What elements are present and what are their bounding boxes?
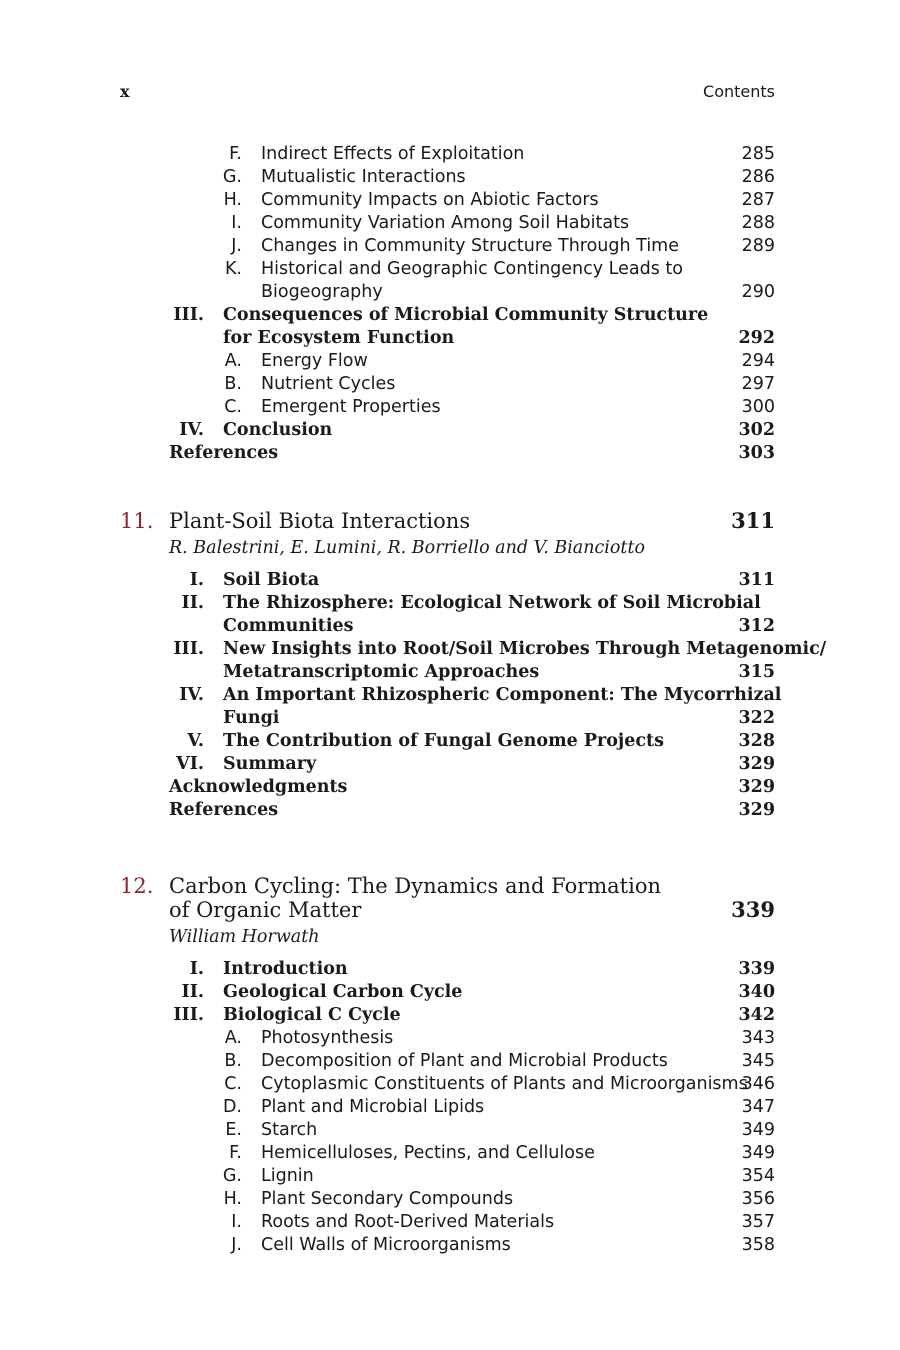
entry-label: VI. xyxy=(176,754,204,774)
toc-entry[interactable] xyxy=(120,1165,775,1188)
entry-page: 358 xyxy=(741,1235,775,1255)
entry-label: A. xyxy=(224,1028,242,1048)
entry-label: C. xyxy=(224,397,242,417)
chapter-entries xyxy=(120,958,775,1257)
entry-title: Biogeography xyxy=(261,282,383,302)
entry-page: 342 xyxy=(738,1005,775,1025)
entry-page: 302 xyxy=(738,420,775,440)
toc-entry[interactable] xyxy=(120,958,775,981)
entry-page: 292 xyxy=(738,328,775,348)
toc-entry[interactable] xyxy=(120,1142,775,1165)
running-head: Contents xyxy=(703,82,775,101)
entry-title: Conclusion xyxy=(223,420,333,440)
entry-title: Geological Carbon Cycle xyxy=(223,982,463,1002)
chapter-number: 11. xyxy=(120,509,154,533)
entry-label: G. xyxy=(222,167,242,187)
entry-page: 328 xyxy=(738,731,775,751)
toc-entry[interactable] xyxy=(120,1004,775,1027)
entry-label: K. xyxy=(224,259,242,279)
toc-entry[interactable] xyxy=(120,592,775,615)
entry-title: Acknowledgments xyxy=(169,777,348,797)
toc-entry[interactable] xyxy=(120,373,775,396)
entry-page: 311 xyxy=(738,570,775,590)
entry-page: 286 xyxy=(741,167,775,187)
entry-title: Cell Walls of Microorganisms xyxy=(261,1235,511,1255)
toc-entry[interactable] xyxy=(120,661,775,684)
entry-page: 349 xyxy=(741,1143,775,1163)
toc-entry[interactable] xyxy=(120,281,775,304)
toc-entry[interactable] xyxy=(120,684,782,707)
entry-title: An Important Rhizospheric Component: The Mycorrhizal xyxy=(223,685,782,705)
toc-entry[interactable] xyxy=(120,981,775,1004)
toc-entry[interactable] xyxy=(120,1211,775,1234)
entry-page: 285 xyxy=(741,144,775,164)
toc-entry[interactable] xyxy=(120,1050,775,1073)
entry-label: I. xyxy=(231,213,242,233)
entry-title: Historical and Geographic Contingency Leads to xyxy=(261,259,683,279)
entry-title: Energy Flow xyxy=(261,351,368,371)
entry-title: Emergent Properties xyxy=(261,397,441,417)
entry-title: Hemicelluloses, Pectins, and Cellulose xyxy=(261,1143,595,1163)
entry-title: Fungi xyxy=(223,708,280,728)
entry-title: Biological C Cycle xyxy=(223,1005,401,1025)
entry-title: Metatranscriptomic Approaches xyxy=(223,662,540,682)
chapter-heading[interactable] xyxy=(120,874,775,898)
entry-title: Indirect Effects of Exploitation xyxy=(261,144,525,164)
chapter-title: Plant-Soil Biota Interactions xyxy=(169,509,471,533)
toc-entry[interactable] xyxy=(120,442,775,465)
toc-entry[interactable] xyxy=(120,143,775,166)
entry-page: 340 xyxy=(738,982,775,1002)
toc-entry[interactable] xyxy=(120,776,775,799)
entry-label: H. xyxy=(223,1189,242,1209)
toc-continued-entries xyxy=(120,143,775,465)
entry-page: 347 xyxy=(741,1097,775,1117)
entry-label: III. xyxy=(173,305,204,325)
entry-title: Decomposition of Plant and Microbial Products xyxy=(261,1051,668,1071)
entry-page: 303 xyxy=(738,443,775,463)
entry-label: III. xyxy=(173,639,204,659)
chapter-authors: R. Balestrini, E. Lumini, R. Borriello and V. Bianciotto xyxy=(169,538,646,558)
entry-page: 354 xyxy=(741,1166,775,1186)
toc-entry[interactable] xyxy=(120,1234,775,1257)
page-header xyxy=(120,82,775,106)
entry-label: B. xyxy=(224,374,242,394)
entry-label: A. xyxy=(224,351,242,371)
toc-entry[interactable] xyxy=(120,1188,775,1211)
entry-page: 356 xyxy=(741,1189,775,1209)
entry-label: IV. xyxy=(179,685,204,705)
entry-label: J. xyxy=(231,1235,242,1255)
entry-label: V. xyxy=(187,731,204,751)
entry-page: 329 xyxy=(738,800,775,820)
toc-entry[interactable] xyxy=(120,1119,775,1142)
entry-page: 312 xyxy=(738,616,775,636)
entry-page: 357 xyxy=(741,1212,775,1232)
toc-entry[interactable] xyxy=(120,569,775,592)
toc-entry[interactable] xyxy=(120,799,775,822)
toc-chapter-12 xyxy=(120,874,775,1257)
entry-label: III. xyxy=(173,1005,204,1025)
entry-page: 339 xyxy=(738,959,775,979)
page-folio: x xyxy=(120,82,130,101)
entry-label: I. xyxy=(189,959,204,979)
chapter-page: 311 xyxy=(731,508,775,533)
toc-entry[interactable] xyxy=(120,189,775,212)
entry-page: 288 xyxy=(741,213,775,233)
entry-title: Plant Secondary Compounds xyxy=(261,1189,514,1209)
chapter-page: 339 xyxy=(731,897,775,922)
entry-title: Communities xyxy=(223,616,354,636)
entry-page: 294 xyxy=(741,351,775,371)
entry-page: 343 xyxy=(741,1028,775,1048)
entry-title: Lignin xyxy=(261,1166,314,1186)
toc-entry[interactable] xyxy=(120,304,775,327)
entry-title: Community Variation Among Soil Habitats xyxy=(261,213,630,233)
entry-label: IV. xyxy=(179,420,204,440)
entry-label: E. xyxy=(225,1120,242,1140)
entry-title: Consequences of Microbial Community Structure xyxy=(223,305,709,325)
entry-title: Starch xyxy=(261,1120,318,1140)
entry-title: Community Impacts on Abiotic Factors xyxy=(261,190,599,210)
toc-entry[interactable] xyxy=(120,212,775,235)
chapter-number: 12. xyxy=(120,874,154,898)
entry-label: F. xyxy=(229,144,242,164)
entry-page: 345 xyxy=(741,1051,775,1071)
entry-title: New Insights into Root/Soil Microbes Through Metagenomic/ xyxy=(223,639,827,659)
entry-label: I. xyxy=(231,1212,242,1232)
entry-title: Cytoplasmic Constituents of Plants and Microorganisms xyxy=(261,1074,748,1094)
toc-chapter-11 xyxy=(120,508,827,822)
entry-title: Summary xyxy=(223,754,317,774)
entry-title: Changes in Community Structure Through Time xyxy=(261,236,679,256)
entry-page: 315 xyxy=(738,662,775,682)
entry-label: J. xyxy=(231,236,242,256)
toc-entry[interactable] xyxy=(120,753,775,776)
toc-entry[interactable] xyxy=(120,235,775,258)
entry-label: I. xyxy=(189,570,204,590)
toc-entry[interactable] xyxy=(120,419,775,442)
entry-label: F. xyxy=(229,1143,242,1163)
entry-page: 322 xyxy=(738,708,775,728)
entry-title: Photosynthesis xyxy=(261,1028,394,1048)
chapter-title-line2: of Organic Matter xyxy=(169,898,362,922)
toc-entry[interactable] xyxy=(120,350,775,373)
entry-title: References xyxy=(169,800,279,820)
entry-label: D. xyxy=(222,1097,242,1117)
entry-title: References xyxy=(169,443,279,463)
chapter-entries xyxy=(120,569,827,822)
toc-entry[interactable] xyxy=(120,1073,775,1096)
entry-title: The Contribution of Fungal Genome Projects xyxy=(223,731,664,751)
entry-label: C. xyxy=(224,1074,242,1094)
toc-entry[interactable] xyxy=(120,707,775,730)
toc-entry[interactable] xyxy=(120,730,775,753)
entry-page: 289 xyxy=(741,236,775,256)
entry-title: Introduction xyxy=(223,959,348,979)
chapter-heading-line2[interactable] xyxy=(120,898,775,922)
entry-label: B. xyxy=(224,1051,242,1071)
toc-entry[interactable] xyxy=(120,396,775,419)
entry-page: 329 xyxy=(738,754,775,774)
entry-label: G. xyxy=(222,1166,242,1186)
toc-entry[interactable] xyxy=(120,615,775,638)
chapter-authors: William Horwath xyxy=(169,927,320,947)
entry-page: 287 xyxy=(741,190,775,210)
entry-page: 300 xyxy=(741,397,775,417)
toc-entry[interactable] xyxy=(120,327,775,350)
entry-title: The Rhizosphere: Ecological Network of Soil Microbial xyxy=(223,593,761,613)
toc-entry[interactable] xyxy=(120,638,827,661)
toc-entry[interactable] xyxy=(120,1027,775,1050)
entry-label: H. xyxy=(223,190,242,210)
entry-title: Soil Biota xyxy=(223,570,320,590)
entry-title: for Ecosystem Function xyxy=(223,328,455,348)
entry-page: 329 xyxy=(738,777,775,797)
chapter-title: Carbon Cycling: The Dynamics and Formation xyxy=(169,874,662,898)
entry-label: II. xyxy=(181,593,204,613)
toc-entry[interactable] xyxy=(120,166,775,189)
toc-entry[interactable] xyxy=(120,258,775,281)
entry-title: Mutualistic Interactions xyxy=(261,167,466,187)
entry-label: II. xyxy=(181,982,204,1002)
entry-page: 346 xyxy=(741,1074,775,1094)
entry-page: 290 xyxy=(741,282,775,302)
entry-title: Nutrient Cycles xyxy=(261,374,396,394)
entry-title: Roots and Root-Derived Materials xyxy=(261,1212,555,1232)
entry-page: 297 xyxy=(741,374,775,394)
toc-entry[interactable] xyxy=(120,1096,775,1119)
chapter-heading[interactable] xyxy=(120,509,775,533)
entry-title: Plant and Microbial Lipids xyxy=(261,1097,485,1117)
entry-page: 349 xyxy=(741,1120,775,1140)
